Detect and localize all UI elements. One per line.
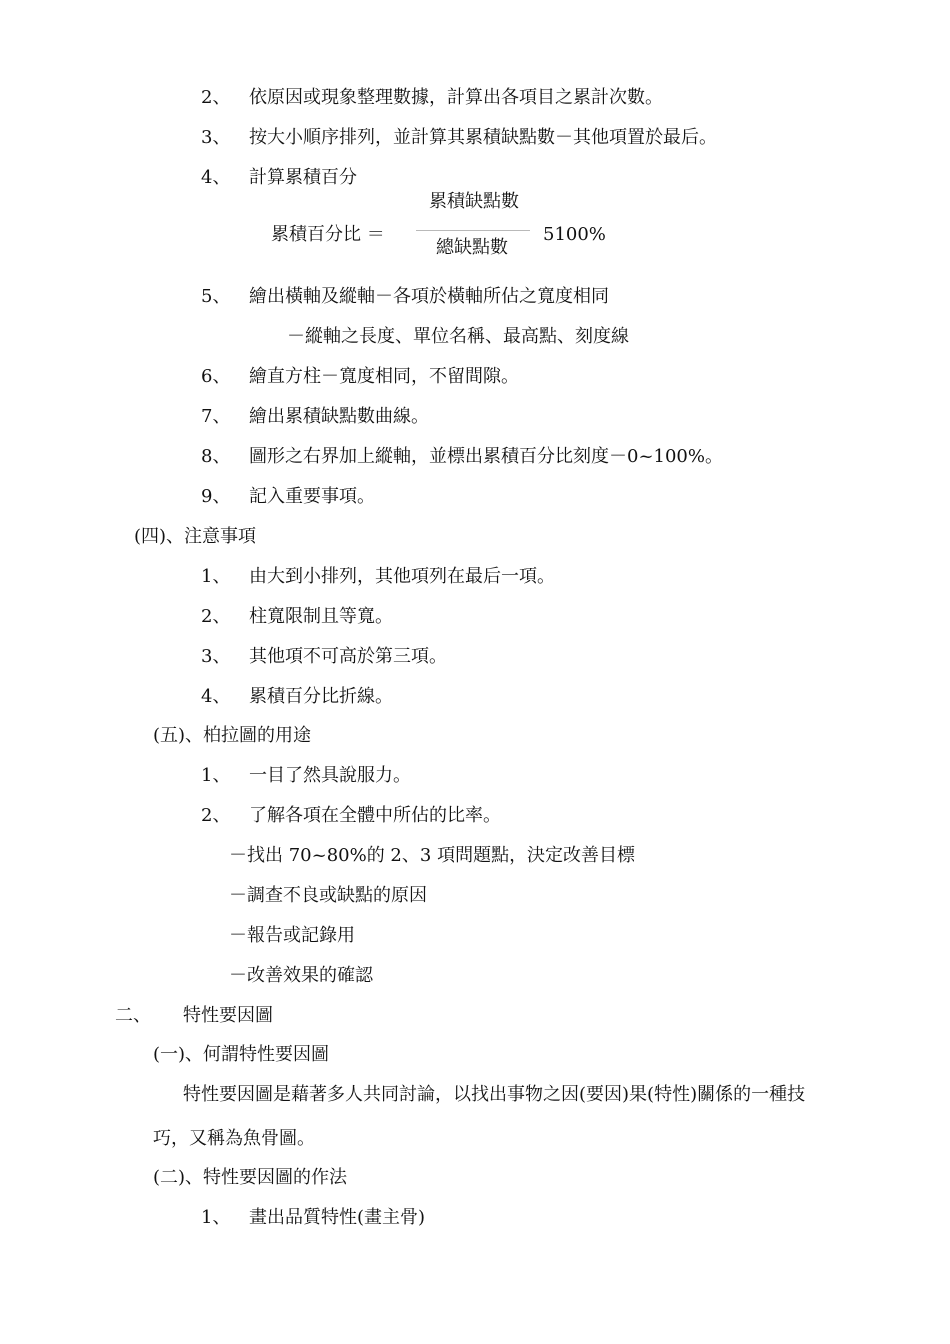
paragraph-line: 巧，又稱為魚骨圖。 xyxy=(153,1128,315,1149)
step-text: 圖形之右界加上縱軸，並標出累積百分比刻度－0~100%。 xyxy=(249,446,723,467)
chapter-title: 特性要因圖 xyxy=(183,1005,273,1026)
step-number: 3、 xyxy=(201,127,231,148)
fraction-bar xyxy=(416,230,530,231)
step-number: 4、 xyxy=(201,167,231,188)
formula-label: 累積百分比 ＝ xyxy=(271,224,385,245)
list-item-number: 1、 xyxy=(201,765,231,786)
step-number: 8、 xyxy=(201,446,231,467)
dash-item: －找出 70~80%的 2、3 項問題點，決定改善目標 xyxy=(229,845,636,866)
list-item-text: 柱寬限制且等寬。 xyxy=(249,606,393,627)
step-text: 按大小順序排列，並計算其累積缺點數－其他項置於最后。 xyxy=(249,127,717,148)
list-item-text: 累積百分比折線。 xyxy=(249,686,393,707)
section-heading: (五)、柏拉圖的用途 xyxy=(153,725,312,746)
step-text: 繪出橫軸及縱軸－各項於橫軸所佔之寬度相同 xyxy=(249,286,609,307)
subsection-heading: (二)、特性要因圖的作法 xyxy=(153,1167,348,1188)
step-number: 9、 xyxy=(201,486,231,507)
step-number: 6、 xyxy=(201,366,231,387)
step-text: 計算累積百分 xyxy=(249,167,357,188)
list-item-text: 其他項不可高於第三項。 xyxy=(249,646,447,667)
step-text: 繪直方柱－寬度相同，不留間隙。 xyxy=(249,366,519,387)
formula-suffix: 5100% xyxy=(543,224,606,245)
list-item-text: 了解各項在全體中所佔的比率。 xyxy=(249,805,501,826)
list-item-number: 2、 xyxy=(201,606,231,627)
list-item-number: 4、 xyxy=(201,686,231,707)
step-text: 繪出累積缺點數曲線。 xyxy=(249,406,429,427)
step-continuation: －縱軸之長度、單位名稱、最高點、刻度線 xyxy=(287,326,629,347)
list-item-number: 1、 xyxy=(201,1207,231,1228)
list-item-text: 由大到小排列，其他項列在最后一項。 xyxy=(249,566,555,587)
list-item-number: 3、 xyxy=(201,646,231,667)
formula-denominator: 總缺點數 xyxy=(436,237,508,258)
subsection-heading: (一)、何謂特性要因圖 xyxy=(153,1044,330,1065)
step-text: 記入重要事項。 xyxy=(249,486,375,507)
dash-item: －調查不良或缺點的原因 xyxy=(229,885,427,906)
list-item-number: 2、 xyxy=(201,805,231,826)
step-number: 2、 xyxy=(201,87,231,108)
dash-item: －改善效果的確認 xyxy=(229,965,373,986)
step-number: 5、 xyxy=(201,286,231,307)
section-heading: (四)、注意事項 xyxy=(134,526,257,547)
list-item-number: 1、 xyxy=(201,566,231,587)
formula-numerator: 累積缺點數 xyxy=(429,191,519,212)
list-item-text: 畫出品質特性(畫主骨) xyxy=(249,1207,426,1228)
dash-item: －報告或記錄用 xyxy=(229,925,355,946)
chapter-number: 二、 xyxy=(115,1005,151,1026)
paragraph-line: 特性要因圖是藉著多人共同討論，以找出事物之因(要因)果(特性)關係的一種技 xyxy=(183,1084,806,1105)
list-item-text: 一目了然具說服力。 xyxy=(249,765,411,786)
step-number: 7、 xyxy=(201,406,231,427)
step-text: 依原因或現象整理數據，計算出各項目之累計次數。 xyxy=(249,87,663,108)
